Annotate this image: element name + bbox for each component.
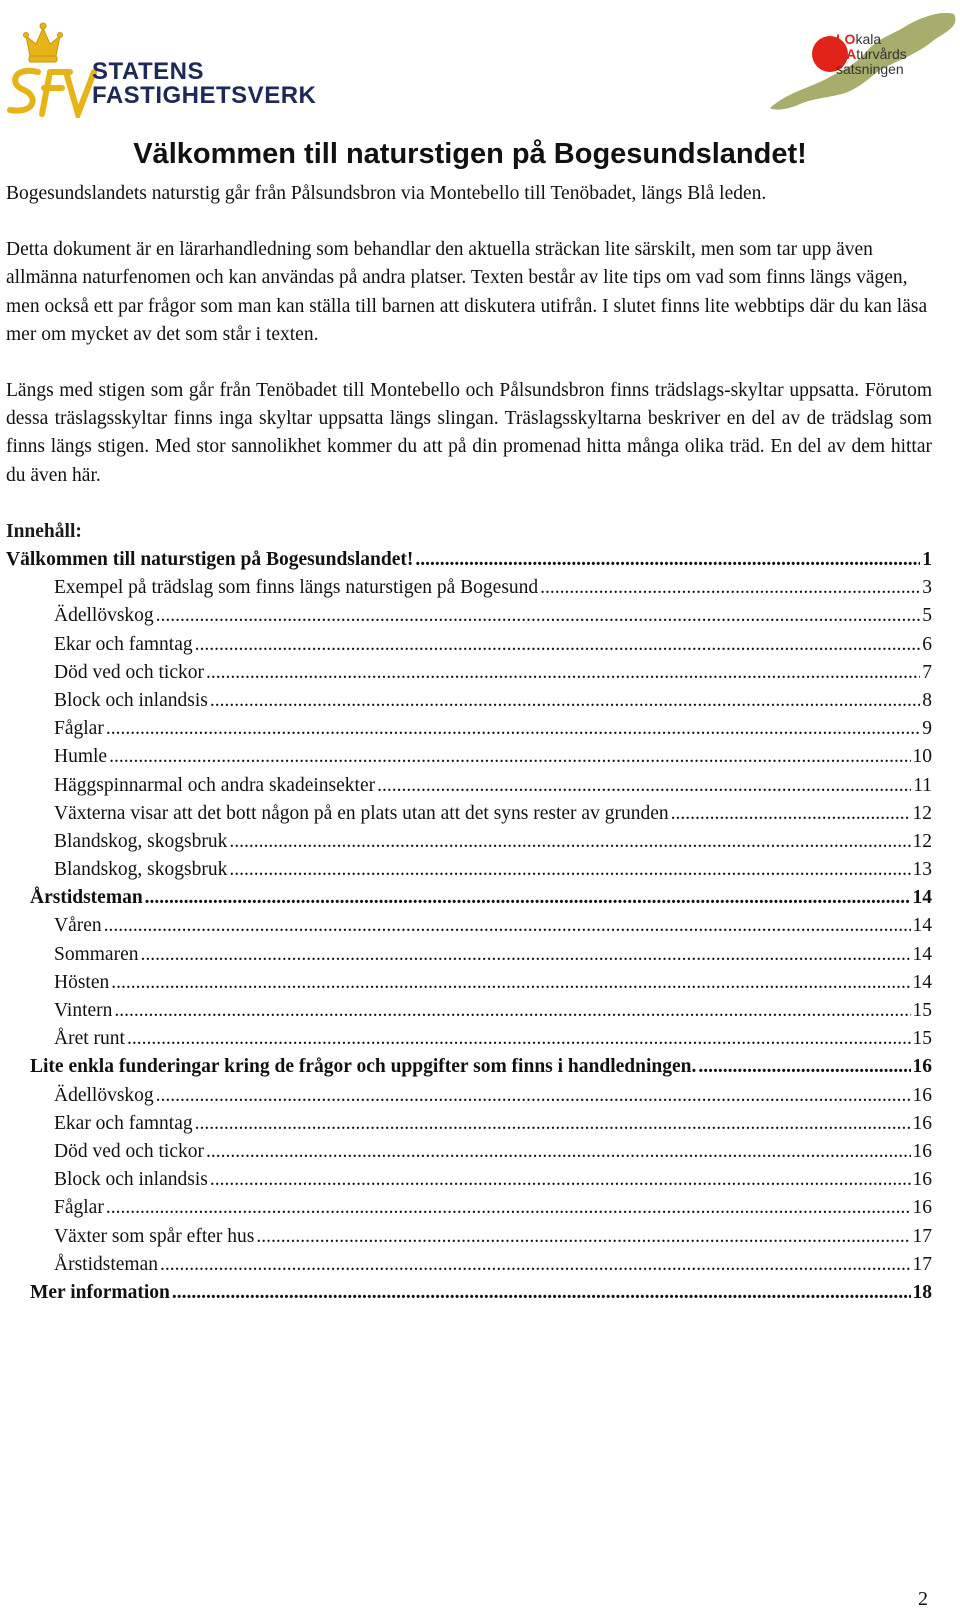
toc-entry-page: 5 bbox=[922, 605, 932, 627]
toc-dot-leader bbox=[172, 1279, 911, 1307]
toc-dot-leader bbox=[127, 1025, 911, 1053]
toc-entry-page: 16 bbox=[912, 1056, 932, 1078]
toc-dot-leader bbox=[140, 941, 910, 969]
toc-entry-title: Hösten bbox=[54, 971, 110, 993]
signs-paragraph: Längs med stigen som går från Tenöbadet till Montebello och Pålsundsbron finns trädslags-skyltar uppsatta. Förutom dessa träslagsskyltar finns inga skyltar uppsatta längs slingan. Träslagsskyltarna beskriver en del av de trädslag som finns längs stigen. Med stor sannolikhet kommer du att på din promenad hitta många olika träd. En del av dem hittar du även här. bbox=[6, 380, 932, 486]
toc-entry-title: Välkommen till naturstigen på Bogesundslandet! bbox=[6, 549, 414, 571]
toc-dot-leader bbox=[156, 602, 921, 630]
toc-entry-page: 6 bbox=[922, 633, 932, 655]
sfv-wordmark-line1: STATENS bbox=[92, 58, 204, 85]
toc-entry-title: Ekar och famntag bbox=[54, 633, 193, 655]
toc-dot-leader bbox=[256, 1223, 910, 1251]
toc-entry[interactable] bbox=[6, 659, 932, 687]
toc-entry[interactable] bbox=[6, 743, 932, 771]
crown-icon bbox=[24, 23, 63, 62]
toc-entry[interactable] bbox=[6, 1025, 932, 1053]
toc-entry-title: Ädellövskog bbox=[54, 1084, 154, 1106]
toc-entry-title: Humle bbox=[54, 746, 108, 768]
toc-entry-title: Död ved och tickor bbox=[54, 661, 205, 683]
toc-entry[interactable] bbox=[6, 1279, 932, 1307]
toc-entry-page: 8 bbox=[922, 689, 932, 711]
toc-entry[interactable] bbox=[6, 1082, 932, 1110]
page-number: 2 bbox=[918, 1588, 928, 1610]
toc-entry[interactable] bbox=[6, 800, 932, 828]
toc-dot-leader bbox=[210, 687, 920, 715]
toc-entry-title: Lite enkla funderingar kring de frågor och uppgifter som finns i handledningen. bbox=[30, 1056, 697, 1078]
toc-entry-page: 16 bbox=[912, 1197, 932, 1219]
toc-dot-leader bbox=[195, 631, 921, 659]
toc-entry[interactable] bbox=[6, 828, 932, 856]
toc-entry[interactable] bbox=[6, 1223, 932, 1251]
toc-entry[interactable] bbox=[6, 772, 932, 800]
toc-dot-leader bbox=[671, 800, 911, 828]
lona-row-2: NAturvårds bbox=[836, 46, 907, 62]
toc-entry[interactable] bbox=[6, 687, 932, 715]
toc-dot-leader bbox=[106, 1194, 911, 1222]
toc-entry-page: 13 bbox=[912, 859, 932, 881]
toc-entry[interactable] bbox=[6, 546, 932, 574]
lona-row-3: satsningen bbox=[836, 61, 904, 77]
toc-entry-page: 1 bbox=[922, 549, 932, 571]
toc-dot-leader bbox=[210, 1166, 911, 1194]
toc-entry[interactable] bbox=[6, 574, 932, 602]
toc-entry-title: Block och inlandsis bbox=[54, 689, 208, 711]
toc-entry[interactable] bbox=[6, 715, 932, 743]
toc-entry-page: 16 bbox=[912, 1112, 932, 1134]
lona-row-1: LOkala bbox=[836, 31, 882, 47]
toc-dot-leader bbox=[377, 772, 911, 800]
page-header bbox=[0, 0, 960, 130]
toc-dot-leader bbox=[114, 997, 910, 1025]
toc-entry[interactable] bbox=[6, 997, 932, 1025]
toc-entry-page: 7 bbox=[922, 661, 932, 683]
toc-entry-title: Sommaren bbox=[54, 943, 139, 965]
toc-entry-title: Ekar och famntag bbox=[54, 1112, 193, 1134]
toc-entry[interactable] bbox=[6, 884, 932, 912]
intro-paragraph: Bogesundslandets naturstig går från Pålsundsbron via Montebello till Tenöbadet, längs Blå leden. bbox=[6, 183, 767, 204]
toc-entry-title: Block och inlandsis bbox=[54, 1169, 208, 1191]
toc-entry-page: 15 bbox=[912, 1000, 932, 1022]
toc-entry-title: Ädellövskog bbox=[54, 605, 154, 627]
toc-entry-title: Blandskog, skogsbruk bbox=[54, 830, 228, 852]
toc-entry-page: 16 bbox=[912, 1140, 932, 1162]
toc-dot-leader bbox=[229, 828, 910, 856]
toc-entry[interactable] bbox=[6, 856, 932, 884]
toc-dot-leader bbox=[160, 1251, 911, 1279]
toc-dot-leader bbox=[104, 912, 911, 940]
toc-dot-leader bbox=[111, 969, 910, 997]
toc-entry[interactable] bbox=[6, 1166, 932, 1194]
toc-entry-title: Årstidsteman bbox=[54, 1253, 158, 1275]
toc-entry-page: 17 bbox=[912, 1253, 932, 1275]
toc-entry-title: Häggspinnarmal och andra skadeinsekter bbox=[54, 774, 376, 796]
toc-entry-title: Fåglar bbox=[54, 1197, 104, 1219]
toc-dot-leader bbox=[415, 546, 920, 574]
toc-entry-page: 17 bbox=[912, 1225, 932, 1247]
toc-entry-page: 18 bbox=[912, 1281, 932, 1303]
toc-entry-title: Blandskog, skogsbruk bbox=[54, 859, 228, 881]
toc-entry-title: Vintern bbox=[54, 1000, 113, 1022]
toc-entry-page: 3 bbox=[922, 577, 932, 599]
toc-entry-title: Växter som spår efter hus bbox=[54, 1225, 255, 1247]
document-title: Välkommen till naturstigen på Bogesundslandet! bbox=[133, 138, 807, 170]
toc-entry-title: Fåglar bbox=[54, 718, 104, 740]
toc-entry-title: Årstidsteman bbox=[30, 887, 143, 909]
toc-dot-leader bbox=[145, 884, 911, 912]
toc-entry-title: Året runt bbox=[54, 1028, 125, 1050]
toc-entry-title: Växterna visar att det bott någon på en plats utan att det syns rester av grunden bbox=[54, 802, 669, 824]
toc-dot-leader bbox=[229, 856, 910, 884]
toc-entry[interactable] bbox=[6, 602, 932, 630]
toc-heading: Innehåll: bbox=[6, 520, 82, 542]
toc-entry[interactable] bbox=[6, 941, 932, 969]
toc-entry[interactable] bbox=[6, 1053, 932, 1081]
toc-entry-title: Död ved och tickor bbox=[54, 1140, 205, 1162]
toc-entry-title: Mer information bbox=[30, 1281, 170, 1303]
toc-entry[interactable] bbox=[6, 631, 932, 659]
toc-entry-page: 9 bbox=[922, 718, 932, 740]
toc-entry-page: 14 bbox=[912, 915, 932, 937]
toc-dot-leader bbox=[195, 1110, 911, 1138]
purpose-paragraph: Detta dokument är en lärarhandledning som behandlar den aktuella sträckan lite särskilt, men som tar upp även allmänna naturfenomen och kan användas på andra platser. Texten består av lite tips om vad som finns längs vägen, men också ett par frågor som man kan ställa till barnen att diskutera utifrån. I slutet finns lite webbtips där du kan läsa mer om mycket av det som står i texten. bbox=[6, 239, 928, 345]
toc-dot-leader bbox=[206, 1138, 910, 1166]
sfv-wordmark-line2: FASTIGHETSVERK bbox=[92, 82, 317, 109]
toc-entry-page: 15 bbox=[912, 1028, 932, 1050]
toc-dot-leader bbox=[156, 1082, 911, 1110]
toc-entry[interactable] bbox=[6, 1194, 932, 1222]
toc-dot-leader bbox=[106, 715, 920, 743]
toc-entry[interactable] bbox=[6, 912, 932, 940]
toc-entry-page: 12 bbox=[912, 802, 932, 824]
toc-dot-leader bbox=[206, 659, 920, 687]
toc-entry[interactable] bbox=[6, 969, 932, 997]
toc-entry[interactable] bbox=[6, 1251, 932, 1279]
toc-entry-title: Exempel på trädslag som finns längs naturstigen på Bogesund bbox=[54, 577, 539, 599]
toc-entry-page: 16 bbox=[912, 1169, 932, 1191]
toc-entry-page: 14 bbox=[912, 887, 932, 909]
toc-dot-leader bbox=[540, 574, 920, 602]
toc-entry-page: 12 bbox=[912, 830, 932, 852]
toc-dot-leader bbox=[109, 743, 910, 771]
document-body bbox=[6, 180, 932, 1307]
toc-entry-page: 16 bbox=[912, 1084, 932, 1106]
toc-entry[interactable] bbox=[6, 1110, 932, 1138]
toc-entry-page: 10 bbox=[912, 746, 932, 768]
sfv-monogram-icon bbox=[10, 71, 94, 114]
toc-entry-title: Våren bbox=[54, 915, 102, 937]
sfv-wordmark bbox=[92, 60, 316, 108]
toc-entry[interactable] bbox=[6, 1138, 932, 1166]
toc-entry-page: 11 bbox=[913, 774, 932, 796]
toc-dot-leader bbox=[698, 1053, 910, 1081]
toc-entry-page: 14 bbox=[912, 943, 932, 965]
toc-entry-page: 14 bbox=[912, 971, 932, 993]
lona-wordmark bbox=[836, 32, 956, 77]
table-of-contents bbox=[6, 546, 932, 1307]
